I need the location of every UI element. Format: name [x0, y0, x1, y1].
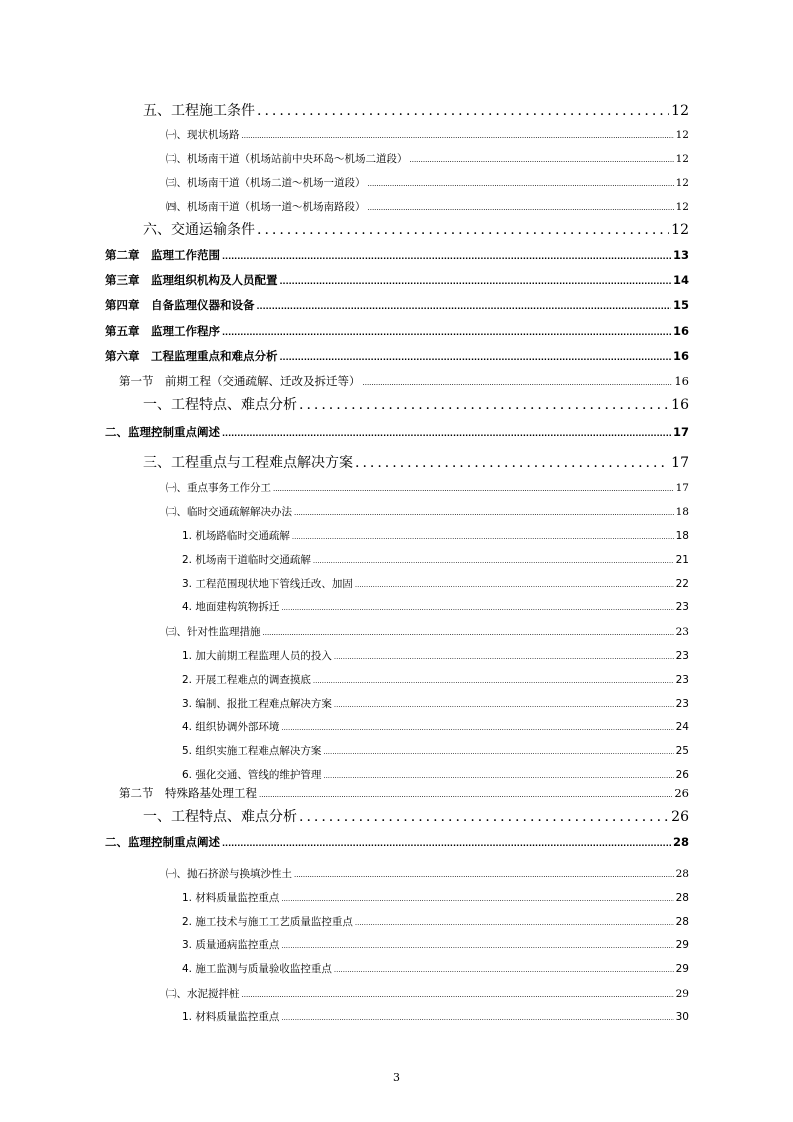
toc-title: ㈡、临时交通疏解解决办法: [166, 506, 292, 518]
toc-title: 第一节 前期工程（交通疏解、迁改及拆迁等）: [119, 374, 361, 388]
toc-entry[interactable]: [119, 373, 689, 389]
toc-title: ㈡、水泥搅拌桩: [166, 988, 240, 1000]
toc-entry[interactable]: [182, 890, 689, 905]
toc-title: ㈢、针对性监理措施: [166, 626, 261, 638]
toc-entry[interactable]: [182, 528, 689, 543]
toc-page: 12: [675, 153, 689, 165]
toc-title: 5. 组织实施工程难点解决方案: [182, 745, 322, 757]
leader-dots: [257, 222, 669, 238]
leader-dots: [294, 509, 674, 517]
leader-dots: [257, 302, 671, 311]
leader-dots: [313, 557, 674, 565]
toc-page: 29: [675, 963, 689, 975]
page-number: 3: [393, 1071, 400, 1084]
toc-page: 26: [671, 809, 689, 825]
leader-dots: [281, 895, 673, 903]
toc-title: 第五章 监理工作程序: [105, 324, 220, 338]
leader-dots: [299, 809, 669, 825]
toc-page: 25: [675, 745, 689, 757]
toc-page: 29: [675, 988, 689, 1000]
toc-entry[interactable]: [182, 672, 689, 687]
toc-title: 第三章 监理组织机构及人员配置: [105, 273, 278, 287]
toc-title: 六、交通运输条件: [143, 222, 255, 238]
leader-dots: [323, 772, 673, 780]
toc-page: 28: [675, 916, 689, 928]
leader-dots: [257, 103, 669, 119]
toc-entry[interactable]: [182, 937, 689, 952]
toc-title: 3. 工程范围现状地下管线迁改、加固: [182, 578, 353, 590]
toc-title: 第二章 监理工作范围: [105, 248, 220, 262]
toc-page: 23: [675, 650, 689, 662]
leader-dots: [294, 871, 674, 879]
leader-dots: [222, 328, 671, 337]
leader-dots: [281, 942, 673, 950]
leader-dots: [280, 277, 671, 286]
toc-entry[interactable]: [182, 648, 689, 663]
toc-title: 第六章 工程监理重点和难点分析: [105, 349, 278, 363]
toc-entry[interactable]: [166, 504, 689, 519]
toc-title: 2. 机场南干道临时交通疏解: [182, 554, 311, 566]
toc-entry[interactable]: [182, 961, 689, 976]
toc-page: 21: [675, 554, 689, 566]
toc-entry[interactable]: [182, 743, 689, 758]
toc-page: 28: [675, 892, 689, 904]
toc-page: 17: [672, 425, 689, 439]
leader-dots: [281, 604, 673, 612]
toc-title: 1. 材料质量监控重点: [182, 1011, 280, 1023]
toc-page: 12: [675, 201, 689, 213]
toc-page: 12: [671, 103, 689, 119]
leader-dots: [263, 629, 674, 637]
toc-entry[interactable]: [105, 323, 689, 339]
toc-title: 1. 材料质量监控重点: [182, 892, 280, 904]
toc-title: 4. 施工监测与质量验收监控重点: [182, 963, 332, 975]
toc-entry[interactable]: [166, 866, 689, 881]
toc-page: 16: [671, 397, 689, 413]
toc-page: 18: [675, 530, 689, 542]
toc-page: 13: [672, 248, 689, 262]
leader-dots: [355, 919, 674, 927]
leader-dots: [280, 353, 671, 362]
toc-page: 26: [675, 769, 689, 781]
toc-page: 12: [675, 129, 689, 141]
toc-entry[interactable]: [182, 767, 689, 782]
toc-title: 二、监理控制重点阐述: [105, 835, 220, 849]
toc-page: 23: [675, 674, 689, 686]
toc-entry[interactable]: [143, 219, 689, 239]
toc-title: 二、监理控制重点阐述: [105, 425, 220, 439]
toc-entry[interactable]: [166, 175, 689, 190]
toc-entry[interactable]: [182, 1009, 689, 1024]
toc-entry[interactable]: [166, 127, 689, 142]
toc-entry[interactable]: [105, 834, 689, 850]
leader-dots: [334, 966, 674, 974]
toc-page: 17: [671, 455, 689, 471]
toc-entry[interactable]: [166, 151, 689, 166]
toc-title: 4. 地面建构筑物拆迁: [182, 601, 280, 613]
toc-entry[interactable]: [182, 552, 689, 567]
leader-dots: [313, 677, 674, 685]
toc-page: 16: [674, 374, 689, 388]
toc-entry[interactable]: [166, 986, 689, 1001]
leader-dots: [222, 429, 671, 438]
leader-dots: [363, 379, 673, 387]
toc-page: 24: [675, 721, 689, 733]
toc-page: 23: [675, 601, 689, 613]
toc-title: 1. 加大前期工程监理人员的投入: [182, 650, 332, 662]
toc-page: 30: [675, 1011, 689, 1023]
toc-page: 16: [672, 349, 689, 363]
toc-page: 17: [675, 482, 689, 494]
toc-title: 6. 强化交通、管线的维护管理: [182, 769, 322, 781]
toc-entry[interactable]: [182, 576, 689, 591]
toc-page: 29: [675, 939, 689, 951]
leader-dots: [334, 653, 674, 661]
leader-dots: [242, 991, 674, 999]
toc-title: ㈣、机场南干道（机场一道～机场南路段）: [166, 201, 366, 213]
toc-title: ㈠、抛石挤淤与换填沙性土: [166, 868, 292, 880]
toc-title: ㈠、重点事务工作分工: [166, 482, 271, 494]
toc-page: 23: [675, 698, 689, 710]
leader-dots: [273, 485, 674, 493]
toc-entry[interactable]: [119, 785, 689, 801]
toc-page: 23: [675, 626, 689, 638]
leader-dots: [281, 1014, 673, 1022]
leader-dots: [292, 533, 674, 541]
toc-title: 三、工程重点与工程难点解决方案: [143, 455, 353, 471]
toc-page: 28: [672, 835, 689, 849]
toc-entry[interactable]: [182, 599, 689, 614]
leader-dots: [355, 455, 669, 471]
leader-dots: [368, 204, 674, 212]
toc-title: ㈠、现状机场路: [166, 129, 240, 141]
toc-entry[interactable]: [182, 696, 689, 711]
toc-entry[interactable]: [143, 100, 689, 120]
toc-entry[interactable]: [182, 914, 689, 929]
toc-entry[interactable]: [143, 452, 689, 472]
toc-page: 14: [672, 273, 689, 287]
toc-title: 3. 质量通病监控重点: [182, 939, 280, 951]
leader-dots: [355, 581, 674, 589]
toc-page: 26: [674, 786, 689, 800]
toc-page: 28: [675, 868, 689, 880]
toc-entry[interactable]: [105, 424, 689, 440]
toc-title: ㈡、机场南干道（机场站前中央环岛～机场二道段）: [166, 153, 408, 165]
toc-title: 第四章 自备监理仪器和设备: [105, 298, 255, 312]
toc-entry[interactable]: [166, 199, 689, 214]
toc-entry[interactable]: [105, 247, 689, 263]
leader-dots: [281, 724, 673, 732]
toc-entry[interactable]: [105, 272, 689, 288]
toc-entry[interactable]: [105, 348, 689, 364]
toc-page: 18: [675, 506, 689, 518]
toc-title: 3. 编制、报批工程难点解决方案: [182, 698, 332, 710]
toc-title: 五、工程施工条件: [143, 103, 255, 119]
toc-title: 一、工程特点、难点分析: [143, 809, 297, 825]
toc-title: 4. 组织协调外部环境: [182, 721, 280, 733]
toc-title: 一、工程特点、难点分析: [143, 397, 297, 413]
leader-dots: [368, 180, 674, 188]
toc-entry[interactable]: [143, 394, 689, 414]
toc-title: 2. 施工技术与施工工艺质量监控重点: [182, 916, 353, 928]
toc-page: 16: [672, 324, 689, 338]
toc-entry[interactable]: [143, 806, 689, 826]
leader-dots: [410, 156, 674, 164]
toc-title: 1. 机场路临时交通疏解: [182, 530, 290, 542]
toc-entry[interactable]: [166, 624, 689, 639]
toc-page: 12: [671, 222, 689, 238]
leader-dots: [242, 132, 674, 140]
leader-dots: [222, 839, 671, 848]
leader-dots: [334, 701, 674, 709]
toc-entry[interactable]: [182, 719, 689, 734]
toc-entry[interactable]: [166, 480, 689, 495]
leader-dots: [259, 791, 672, 799]
toc-title: ㈢、机场南干道（机场二道～机场一道段）: [166, 177, 366, 189]
leader-dots: [299, 397, 669, 413]
toc-page: 15: [672, 298, 689, 312]
leader-dots: [222, 252, 671, 261]
toc-title: 第二节 特殊路基处理工程: [119, 786, 257, 800]
toc-page: 12: [675, 177, 689, 189]
leader-dots: [323, 748, 673, 756]
toc-title: 2. 开展工程难点的调查摸底: [182, 674, 311, 686]
toc-entry[interactable]: [105, 297, 689, 313]
toc-page: 22: [675, 578, 689, 590]
